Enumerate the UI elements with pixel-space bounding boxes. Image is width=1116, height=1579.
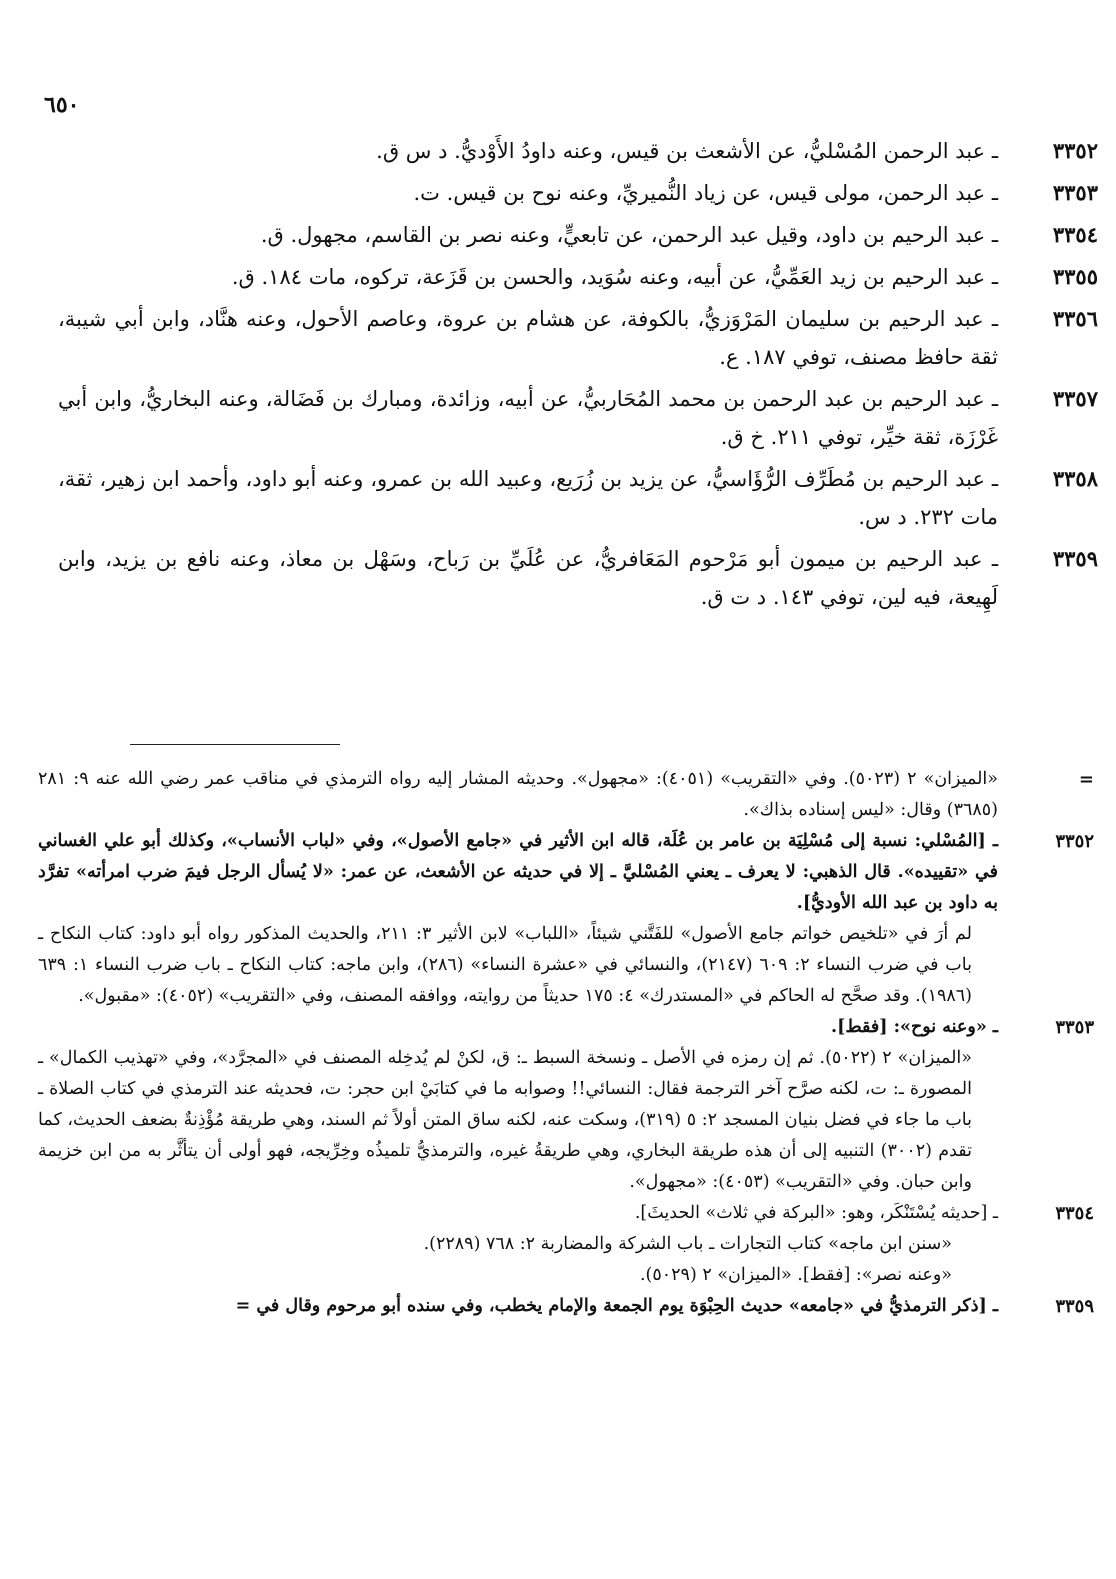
entry-text: ـ عبد الرحيم بن داود، وقيل عبد الرحمن، عن تابعيٍّ، وعنه نصر بن القاسم، مجهول. ق. (260, 223, 998, 247)
entry-3357 (58, 380, 1098, 456)
footnote-text: «الميزان» ٢ (٥٠٢٣). وفي «التقريب» (٤٠٥١): «مجهول». وحديثه المشار إليه رواه الترمذي في مناقب عمر رضي الله عنه ٩: ٢٨١ (٣٦٨٥) وقال: «ليس إسناده بذاك». (38, 769, 998, 820)
entry-3358 (58, 460, 1098, 536)
footnote-3352 (38, 826, 1094, 919)
footnote-text: لم أرَ في «تلخيص خواتم جامع الأصول» للفَتَّني شيئاً، «اللباب» لابن الأثير ٣: ٢١١، والحديث المذكور رواه أبو داود: كتاب النكاح ـ باب في ضرب النساء ٢: ٦٠٩ (٢١٤٧)، والنسائي في «عشرة النساء» (٢٨٦)، وابن ماجه: كتاب النكاح ـ باب ضرب النساء ١: ٦٣٩ (١٩٨٦). وقد صحَّح له الحاكم في «المستدرك» ٤: ١٧٥ حديثاً من روايته، ووافقه المصنف، وفي «التقريب» (٤٠٥٢): «مقبول». (38, 924, 973, 1006)
footnote-number: ٣٣٥٩ (1055, 1296, 1094, 1317)
entry-number: ٣٣٥٨ (1052, 466, 1098, 491)
footnote-heading: ـ «وعنه نوح»: [فقط]. (831, 1017, 998, 1037)
footnote-3352-body (38, 919, 998, 1012)
entry-3354 (58, 216, 1098, 254)
footnote-text: «سنن ابن ماجه» كتاب التجارات ـ باب الشركة والمضاربة ٢: ٧٦٨ (٢٢٨٩). (423, 1234, 952, 1254)
entry-text: ـ عبد الرحيم بن عبد الرحمن بن محمد المُحَاربيُّ، عن أبيه، وزائدة، ومبارك بن فَضَالة، وعنه البخاريُّ، وابن أبي غَرْزَة، ثقة خيِّر، توفي ٢١١. خ ق. (58, 387, 998, 449)
footnote-number: ٣٣٥٣ (1055, 1017, 1094, 1038)
entry-3359 (58, 540, 1098, 616)
entry-text: ـ عبد الرحيم بن زيد العَمِّيُّ، عن أبيه، وعنه سُوَيد، والحسن بن قَزَعة، تركوه، مات ١٨٤. ق. (231, 265, 998, 289)
footnote-3354-body-2 (38, 1260, 998, 1291)
entry-number: ٣٣٥٣ (1052, 180, 1098, 205)
footnote-text: «الميزان» ٢ (٥٠٢٢). ثم إن رمزه في الأصل ـ ونسخة السبط ـ: ق، لكنْ لم يُدخِله المصنف في «المجرَّد»، وفي «تهذيب الكمال» ـ المصورة ـ: ت، لكنه صرَّح آخر الترجمة فقال: النسائي!! وصوابه ما في كتابَيْ ابن حجر: ت، فحديثه عند الترمذي في كتاب الصلاة ـ باب ما جاء في فضل بنيان المسجد ٢: ٥ (٣١٩)، وسكت عنه، لكنه ساق المتن أولاً ثم السند، وهي طريقة مُؤْذِنةٌ بضعف الحديث، كما تقدم (٣٠٠٢) التنبيه إلى أن هذه طريقة البخاري، وهي طريقةُ غيره، والترمذيُّ تلميذُه وخِرِّيجه، فهو أولى أن يتأثَّر به من ابن خزيمة وابن حبان. وفي «التقريب» (٤٠٥٣): «مجهول». (38, 1048, 973, 1192)
footnote-3354 (38, 1198, 1094, 1229)
footnote-heading: ـ [حديثه يُسْتَنْكَر، وهو: «البركة في ثلاث» الحديثَ]. (634, 1203, 998, 1223)
footnote-number: ٣٣٥٢ (1055, 831, 1094, 852)
footnotes (38, 764, 1094, 1322)
entry-text: ـ عبد الرحمن، مولى قيس، عن زياد النُّميريِّ، وعنه نوح بن قيس. ت. (413, 181, 998, 205)
main-entries (58, 132, 1098, 620)
entry-number: ٣٣٥٦ (1052, 306, 1098, 331)
footnote-heading: ـ [المُسْلي: نسبة إلى مُسْلِيَة بن عامر بن عُلَة، قاله ابن الأثير في «جامع الأصول»، وفي «لباب الأنساب»، وكذلك أبو علي الغساني في «تقييده». قال الذهبي: لا يعرف ـ يعني المُسْليَّ ـ إلا في حديثه عن الأشعث، عن عمر: «لا يُسأل الرجل فيمَ ضرب امرأته» تفرَّد به داود بن عبد الله الأوديُّ]. (38, 831, 998, 913)
footnote-heading: ـ [ذكر الترمذيُّ في «جامعه» حديث الحِبْوَة يوم الجمعة والإمام يخطب، وفي سنده أبو مرحوم وقال في = (235, 1296, 998, 1316)
footnote-divider (130, 744, 340, 745)
entry-text: ـ عبد الرحيم بن ميمون أبو مَرْحوم المَعَافريُّ، عن عُلَيِّ بن رَباح، وسَهْل بن معاذ، وعنه نافع بن يزيد، وابن لَهِيعة، فيه لين، توفي ١٤٣. د ت ق. (58, 547, 998, 609)
footnote-3359 (38, 1291, 1094, 1322)
footnote-number: ٣٣٥٤ (1055, 1203, 1094, 1224)
page-number: ٦٥٠ (44, 92, 80, 118)
footnote-3353-body (38, 1043, 998, 1198)
entry-number: ٣٣٥٤ (1052, 222, 1098, 247)
entry-text: ـ عبد الرحيم بن مُطَرِّف الرُّؤَاسيُّ، عن يزيد بن زُرَيع، وعبيد الله بن عمرو، وعنه أبو داود، وأحمد ابن زهير، ثقة، مات ٢٣٢. د س. (58, 467, 998, 529)
entry-3355 (58, 258, 1098, 296)
continuation-marker: = (1078, 769, 1094, 790)
entry-3356 (58, 300, 1098, 376)
footnote-3354-body (38, 1229, 998, 1260)
entry-3352 (58, 132, 1098, 170)
footnote-continuation (38, 764, 1094, 826)
entry-number: ٣٣٥٥ (1052, 264, 1098, 289)
footnote-3353 (38, 1012, 1094, 1043)
entry-number: ٣٣٥٩ (1052, 546, 1098, 571)
entry-number: ٣٣٥٢ (1052, 138, 1098, 163)
entry-3353 (58, 174, 1098, 212)
entry-text: ـ عبد الرحيم بن سليمان المَرْوَزيُّ، بالكوفة، عن هشام بن عروة، وعاصم الأحول، وعنه هنَّاد، وابن أبي شيبة، ثقة حافظ مصنف، توفي ١٨٧. ع. (58, 307, 998, 369)
footnote-text: «وعنه نصر»: [فقط]. «الميزان» ٢ (٥٠٢٩). (639, 1265, 952, 1285)
entry-text: ـ عبد الرحمن المُسْليُّ، عن الأشعث بن قيس، وعنه داودُ الأَوْديُّ. د س ق. (376, 139, 998, 163)
entry-number: ٣٣٥٧ (1052, 386, 1098, 411)
